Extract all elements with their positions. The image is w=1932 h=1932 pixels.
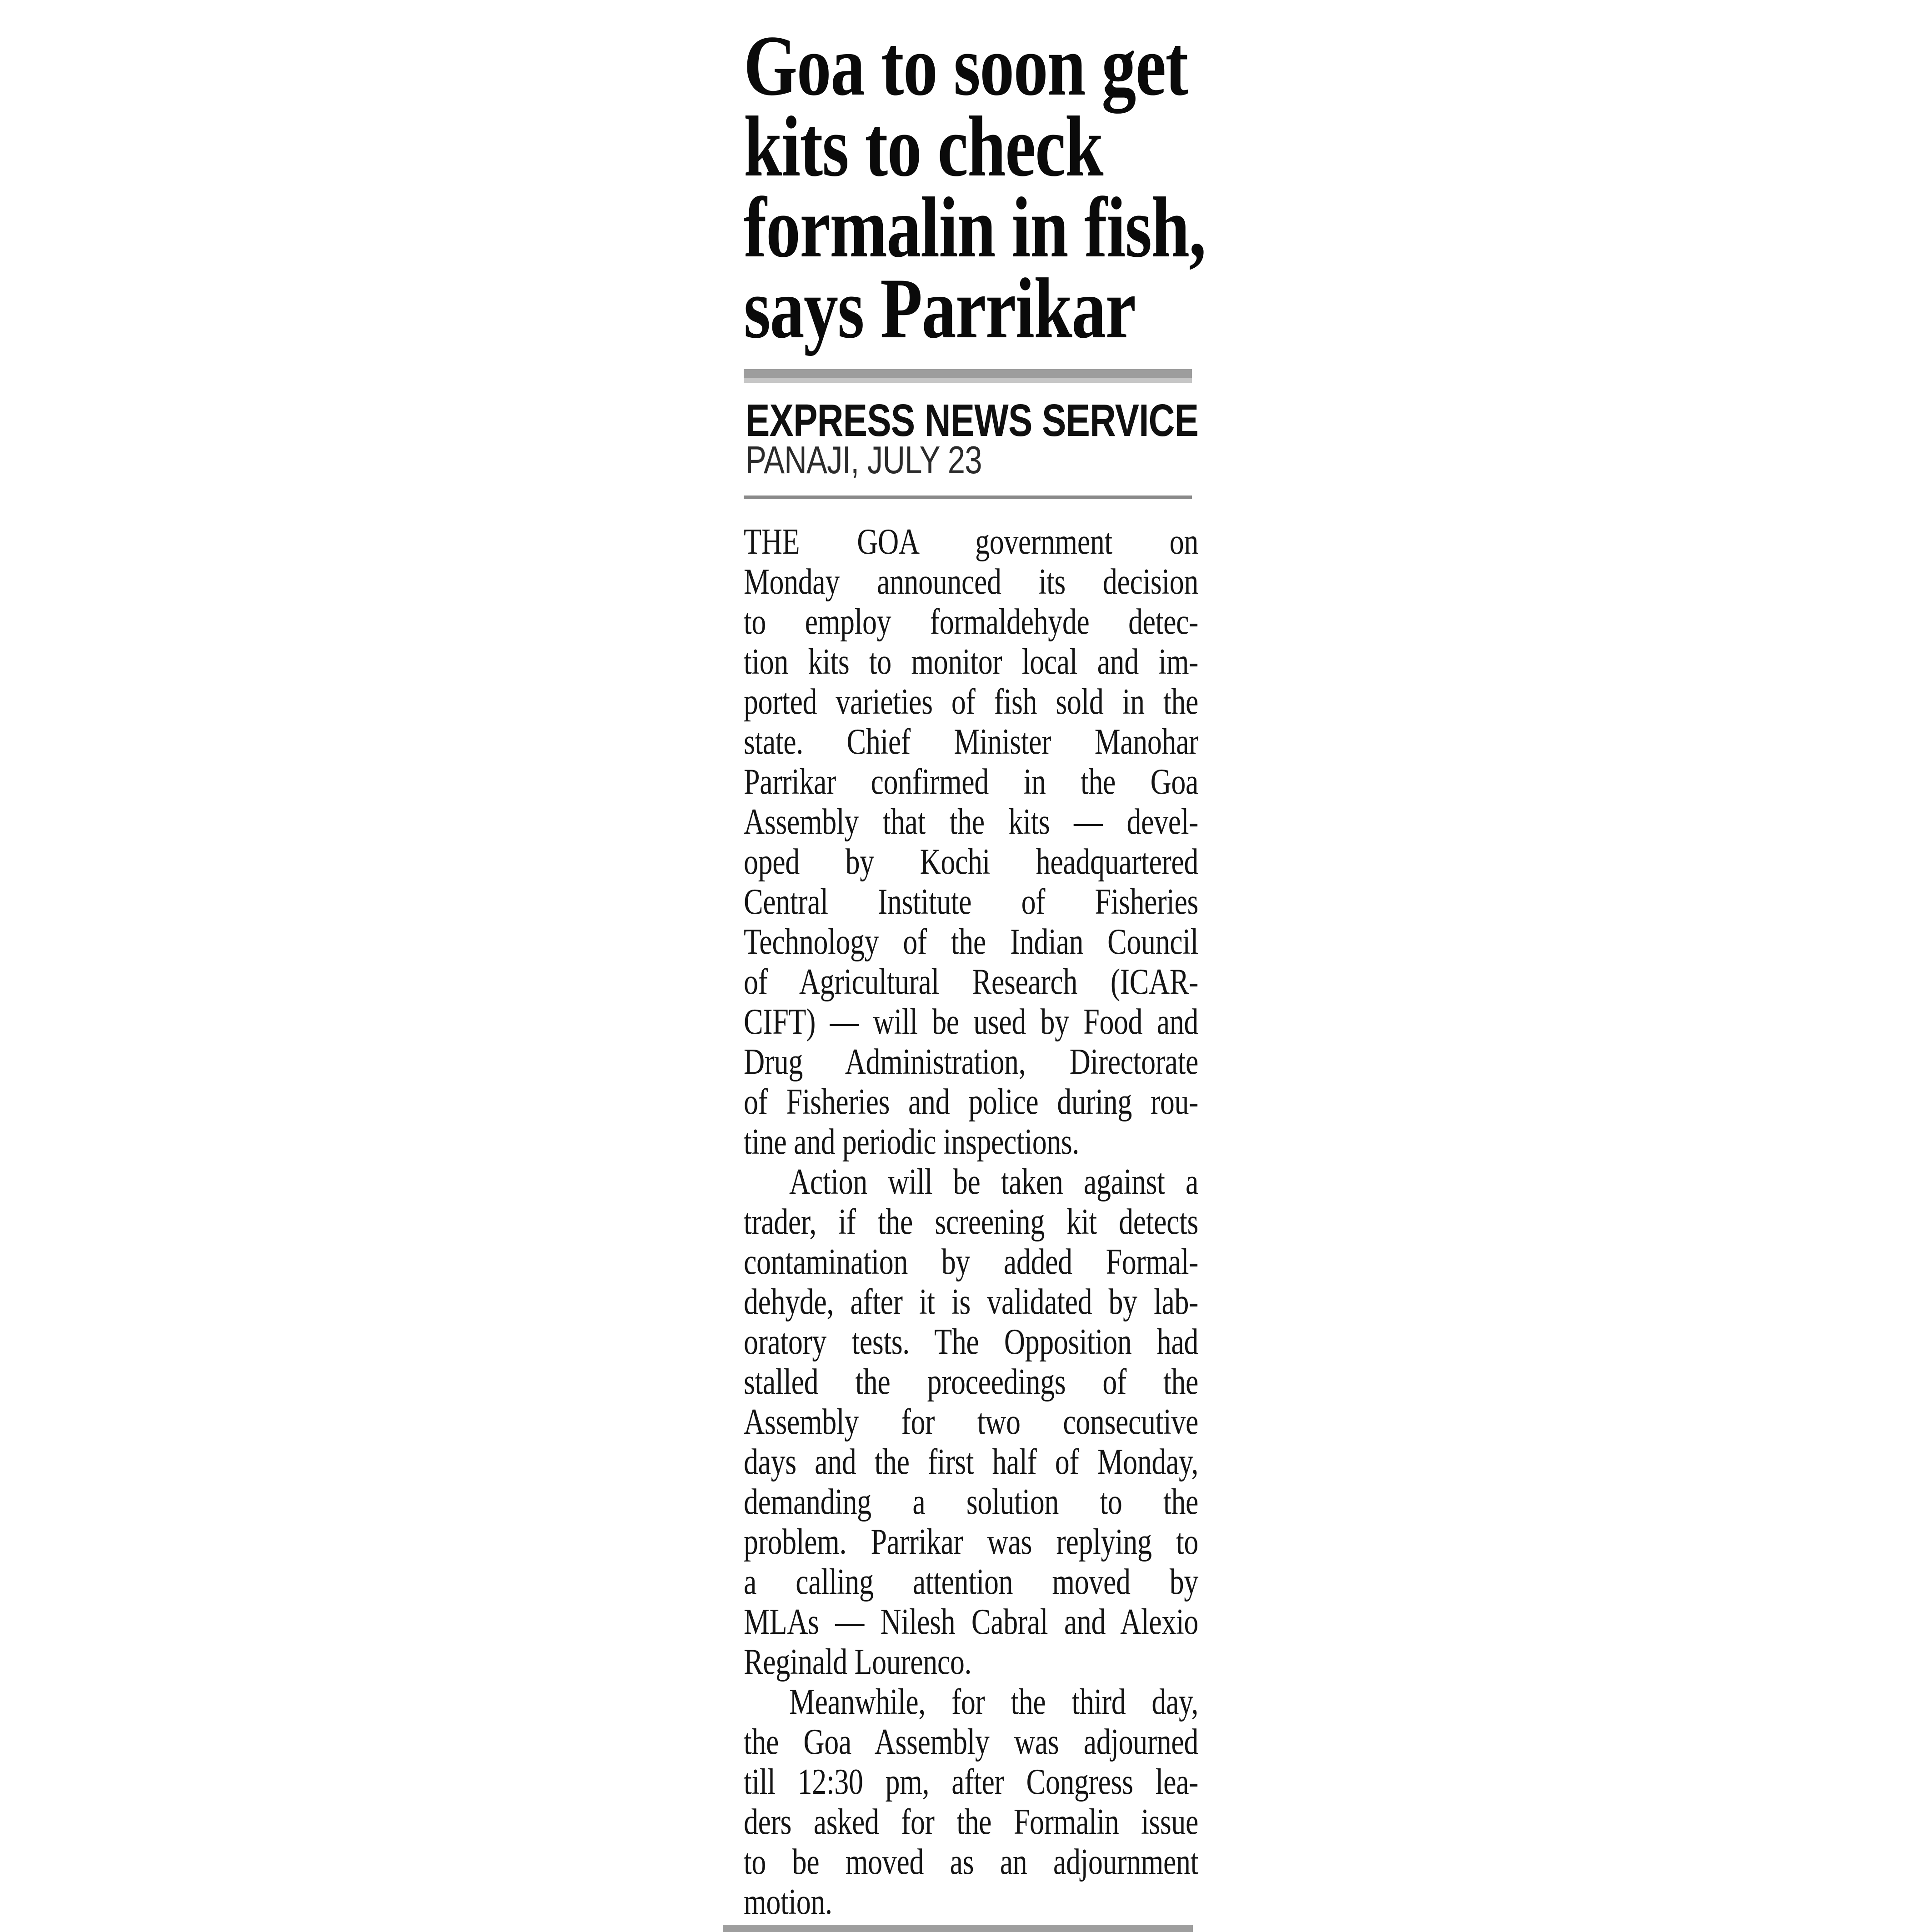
body-line: ders asked for the Formalin issue	[744, 1802, 1198, 1842]
body-line: ported varieties of fish sold in the	[744, 682, 1198, 722]
byline-divider-line	[744, 496, 1192, 499]
body-line: motion.	[744, 1882, 832, 1922]
body-line: Reginald Lourenco.	[744, 1642, 972, 1682]
headline-line: Goa to soon get	[744, 18, 1188, 114]
paragraph	[744, 522, 1198, 1162]
body-line: Technology of the Indian Council	[744, 922, 1198, 962]
body-line: tion kits to monitor local and im-	[744, 642, 1198, 682]
headline-line: says Parrikar	[744, 261, 1136, 356]
body-line: Drug Administration, Directorate	[744, 1042, 1198, 1082]
headline-line: kits to check	[744, 99, 1103, 195]
paragraph	[744, 1162, 1198, 1682]
body-line: Central Institute of Fisheries	[744, 882, 1198, 922]
dateline: PANAJI, JULY 23	[746, 439, 982, 482]
paragraph	[744, 1682, 1198, 1922]
body-line: tine and periodic inspections.	[744, 1122, 1080, 1162]
news-article	[744, 0, 1206, 1932]
body-line: days and the first half of Monday,	[744, 1442, 1198, 1482]
top-divider-bar	[744, 369, 1192, 383]
body-line: dehyde, after it is validated by lab-	[744, 1282, 1198, 1322]
article-body	[744, 522, 1198, 1922]
body-line: contamination by added Formal-	[744, 1242, 1198, 1282]
body-line: Meanwhile, for the third day,	[789, 1682, 1198, 1722]
body-line: demanding a solution to the	[744, 1482, 1198, 1522]
body-line: to employ formaldehyde detec-	[744, 602, 1198, 642]
body-line: MLAs — Nilesh Cabral and Alexio	[744, 1602, 1198, 1642]
body-line: Action will be taken against a	[789, 1162, 1198, 1202]
body-line: Monday announced its decision	[744, 562, 1198, 602]
body-line: oratory tests. The Opposition had	[744, 1322, 1198, 1362]
headline	[744, 18, 1206, 356]
byline: EXPRESS NEWS SERVICE	[746, 395, 1199, 446]
body-line: of Agricultural Research (ICAR-	[744, 962, 1198, 1002]
bottom-divider-bar	[723, 1925, 1193, 1932]
body-line: CIFT) — will be used by Food and	[744, 1002, 1198, 1042]
body-line: of Fisheries and police during rou-	[744, 1082, 1198, 1122]
body-line: state. Chief Minister Manohar	[744, 722, 1198, 762]
body-line: a calling attention moved by	[744, 1562, 1198, 1602]
body-line: Assembly for two consecutive	[744, 1402, 1198, 1442]
body-line: Assembly that the kits — devel-	[744, 802, 1198, 842]
body-line: oped by Kochi headquartered	[744, 842, 1198, 882]
body-line: the Goa Assembly was adjourned	[744, 1722, 1198, 1762]
body-line: stalled the proceedings of the	[744, 1362, 1198, 1402]
body-line: THE GOA government on	[744, 522, 1198, 562]
body-line: problem. Parrikar was replying to	[744, 1522, 1198, 1562]
headline-line: formalin in fish,	[744, 180, 1206, 275]
body-line: till 12:30 pm, after Congress lea-	[744, 1762, 1198, 1802]
body-line: trader, if the screening kit detects	[744, 1202, 1198, 1242]
body-line: Parrikar confirmed in the Goa	[744, 762, 1198, 802]
body-line: to be moved as an adjournment	[744, 1842, 1198, 1882]
